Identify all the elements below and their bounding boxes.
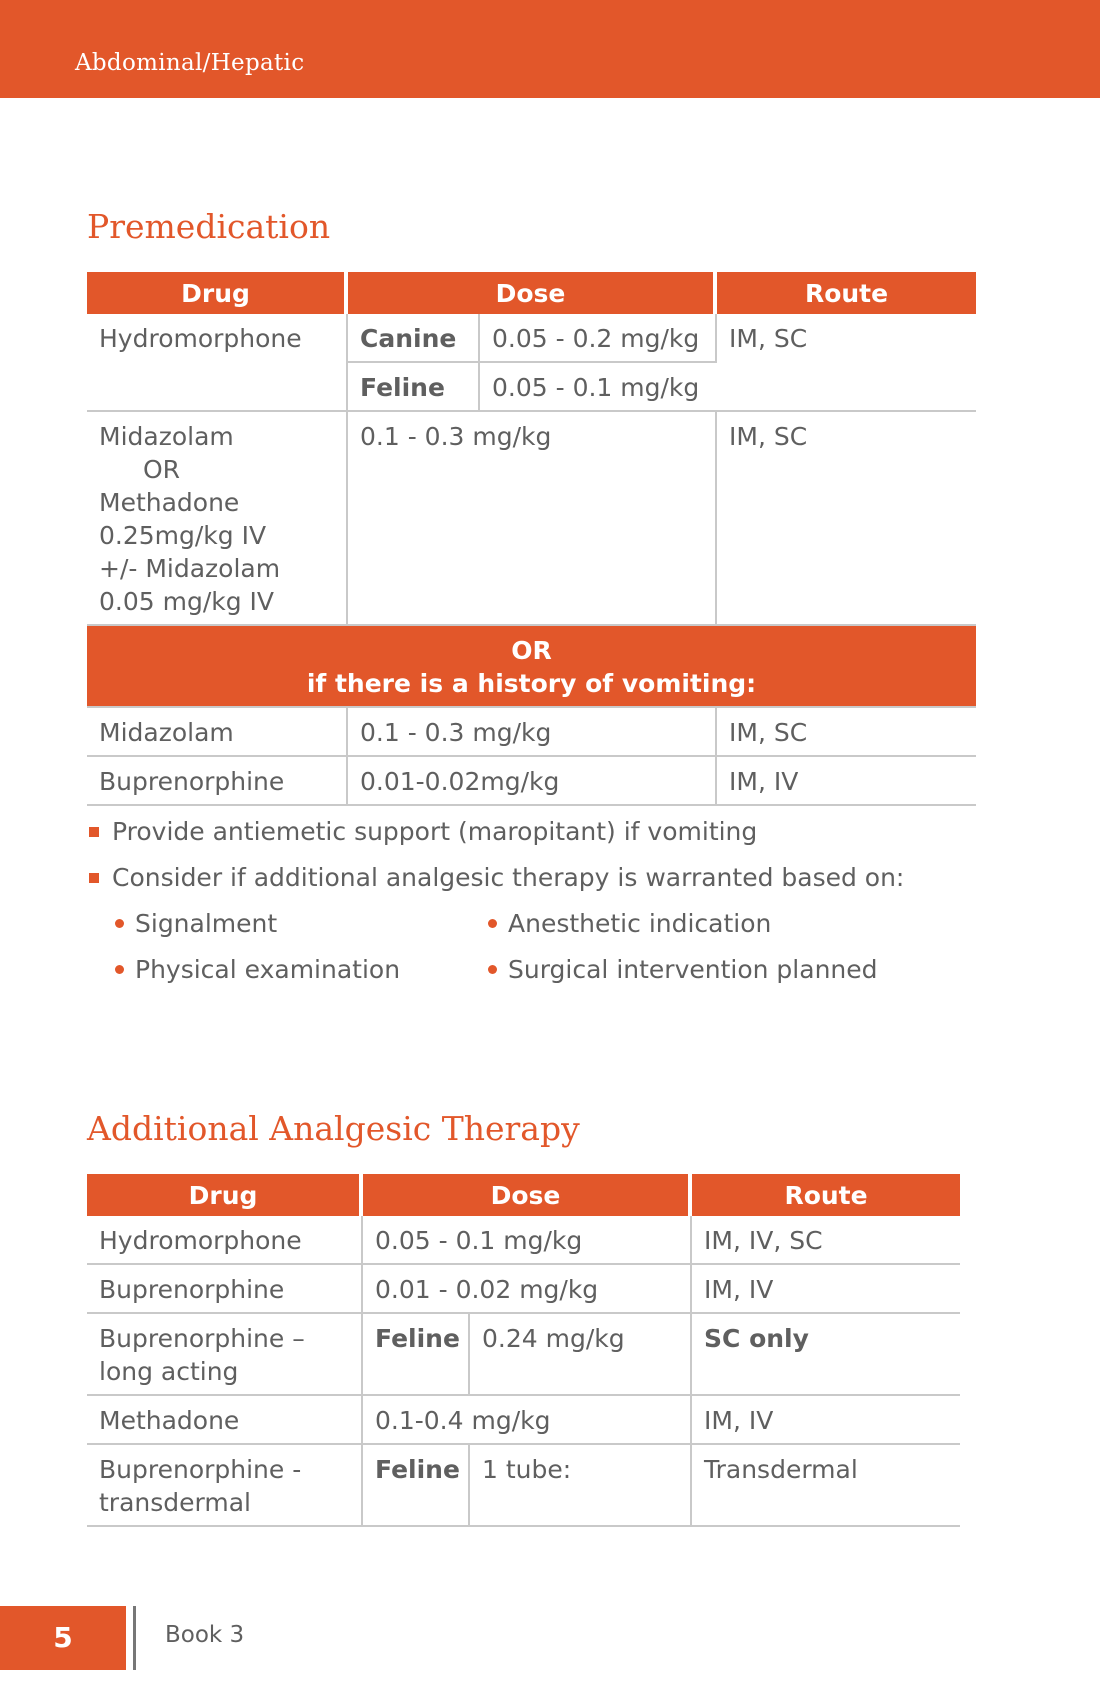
table-row	[87, 314, 976, 363]
species-cell: Feline	[363, 1314, 470, 1396]
drug-line: transdermal	[99, 1488, 251, 1517]
dose-cell: 0.24 mg/kg	[470, 1314, 692, 1396]
dose-cell: 0.1-0.4 mg/kg	[363, 1396, 692, 1445]
dot-bullet-icon	[115, 965, 124, 974]
dose-cell: 0.1 - 0.3 mg/kg	[348, 708, 717, 757]
dose-cell: 0.1 - 0.3 mg/kg	[348, 412, 717, 626]
drug-line: long acting	[99, 1357, 239, 1386]
list-item	[87, 861, 1017, 907]
drug-line: Methadone	[99, 488, 240, 517]
column-header-drug: Drug	[87, 272, 348, 314]
drug-cell	[87, 412, 348, 626]
vomiting-note	[87, 626, 976, 708]
route-cell: IM, SC	[717, 708, 976, 757]
dose-cell: 0.05 - 0.1 mg/kg	[363, 1216, 692, 1265]
bullet-text: Provide antiemetic support (maropitant) if vomiting	[112, 817, 758, 846]
sub-bullet-text: Signalment	[135, 909, 278, 938]
additional-analgesic-title: Additional Analgesic Therapy	[87, 1109, 580, 1148]
dose-cell: 1 tube:	[470, 1445, 692, 1527]
table-row	[87, 1314, 960, 1396]
route-cell: SC only	[692, 1314, 960, 1396]
drug-line: 0.25mg/kg IV	[99, 521, 267, 550]
sub-bullet-grid	[87, 907, 1017, 999]
square-bullet-icon	[89, 827, 99, 837]
drug-cell	[87, 1445, 363, 1527]
sub-list-item	[111, 907, 277, 941]
table-row	[87, 708, 976, 757]
column-header-route: Route	[717, 272, 976, 314]
dose-cell: 0.05 - 0.1 mg/kg	[480, 363, 717, 412]
drug-line: Midazolam	[99, 422, 234, 451]
route-cell: IM, IV	[717, 757, 976, 806]
dose-cell: 0.05 - 0.2 mg/kg	[480, 314, 717, 363]
header-bar	[0, 0, 1100, 98]
sub-bullet-text: Physical examination	[135, 955, 401, 984]
route-cell: IM, SC	[717, 412, 976, 626]
drug-line: OR	[143, 455, 181, 484]
drug-cell: Buprenorphine	[87, 757, 348, 806]
dot-bullet-icon	[488, 919, 497, 928]
sub-bullet-text: Anesthetic indication	[508, 909, 772, 938]
column-header-dose: Dose	[348, 272, 717, 314]
sub-list-item	[484, 907, 771, 941]
page-number: 5	[0, 1606, 126, 1670]
premedication-table	[87, 272, 976, 806]
dose-cell: 0.01-0.02mg/kg	[348, 757, 717, 806]
footer-divider	[133, 1606, 136, 1670]
note-line: OR	[511, 636, 552, 665]
table-header-row	[87, 1174, 960, 1216]
square-bullet-icon	[89, 873, 99, 883]
route-cell: IM, IV	[692, 1396, 960, 1445]
sub-bullet-text: Surgical intervention planned	[508, 955, 878, 984]
running-title: Abdominal/Hepatic	[75, 50, 305, 76]
drug-cell: Midazolam	[87, 708, 348, 757]
drug-cell: Methadone	[87, 1396, 363, 1445]
route-cell: IM, IV, SC	[692, 1216, 960, 1265]
additional-analgesic-table	[87, 1174, 960, 1527]
book-label: Book 3	[165, 1622, 245, 1648]
drug-cell: Buprenorphine	[87, 1265, 363, 1314]
table-row	[87, 757, 976, 806]
column-header-dose: Dose	[363, 1174, 692, 1216]
list-item	[87, 815, 1017, 861]
dot-bullet-icon	[488, 965, 497, 974]
route-cell: IM, IV	[692, 1265, 960, 1314]
species-cell: Feline	[348, 363, 480, 412]
drug-cell: Hydromorphone	[87, 1216, 363, 1265]
table-row	[87, 1216, 960, 1265]
bullet-text: Consider if additional analgesic therapy is warranted based on:	[112, 863, 905, 892]
column-header-drug: Drug	[87, 1174, 363, 1216]
vomiting-note-row	[87, 626, 976, 708]
drug-line: +/- Midazolam	[99, 554, 281, 583]
table-header-row	[87, 272, 976, 314]
table-row	[87, 1396, 960, 1445]
drug-cell	[87, 1314, 363, 1396]
species-cell: Feline	[363, 1445, 470, 1527]
sub-list-item	[484, 953, 878, 987]
route-cell: Transdermal	[692, 1445, 960, 1527]
drug-line: 0.05 mg/kg IV	[99, 587, 275, 616]
dose-cell: 0.01 - 0.02 mg/kg	[363, 1265, 692, 1314]
note-line: if there is a history of vomiting:	[306, 669, 757, 698]
dot-bullet-icon	[115, 919, 124, 928]
table-row	[87, 1445, 960, 1527]
species-cell: Canine	[348, 314, 480, 363]
table-row	[87, 1265, 960, 1314]
drug-line: Buprenorphine -	[99, 1455, 302, 1484]
premedication-title: Premedication	[87, 207, 331, 246]
sub-list-item	[111, 953, 400, 987]
notes-list	[87, 815, 1017, 999]
drug-cell: Hydromorphone	[87, 314, 348, 412]
table-row	[87, 412, 976, 626]
drug-line: Buprenorphine –	[99, 1324, 305, 1353]
column-header-route: Route	[692, 1174, 960, 1216]
route-cell: IM, SC	[717, 314, 976, 412]
